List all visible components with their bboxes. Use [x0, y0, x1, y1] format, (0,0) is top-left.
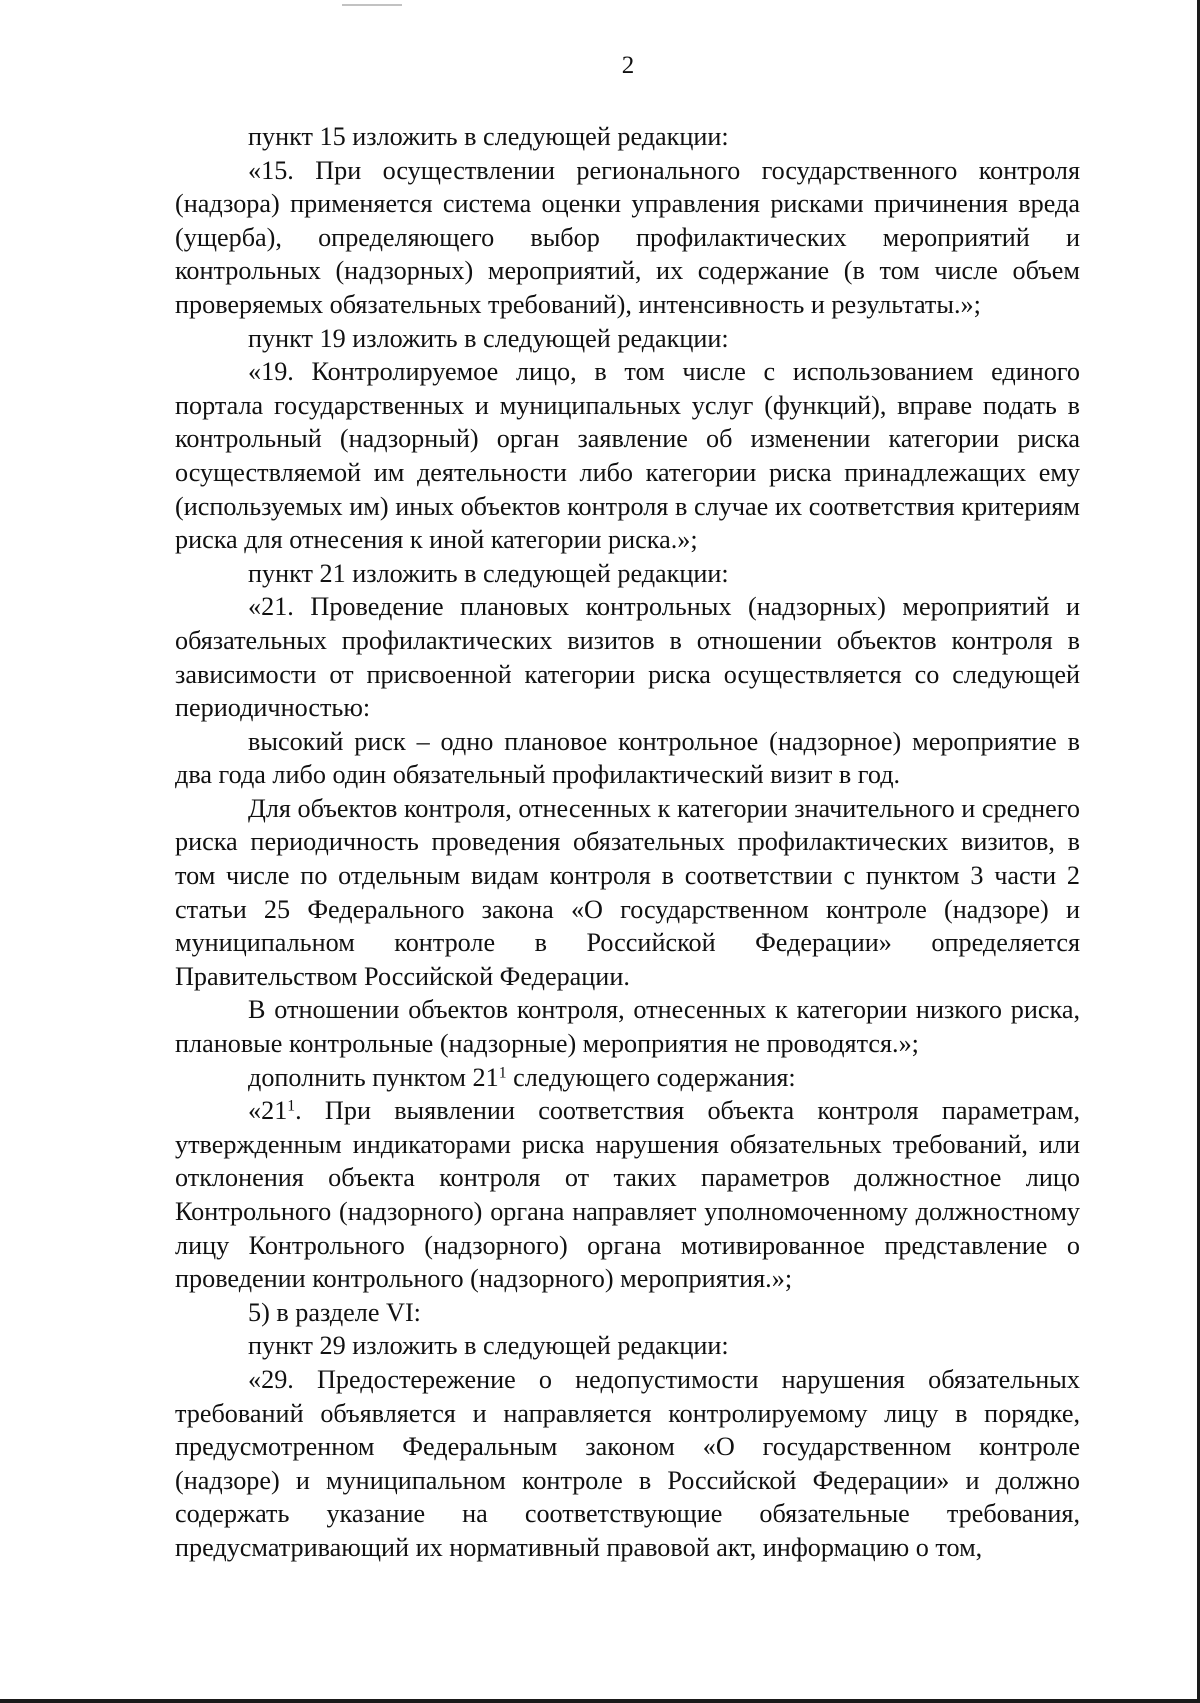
paragraph-text-part: «21	[248, 1096, 288, 1126]
paragraph-item-15-text: «15. При осуществлении регионального государственного контроля (надзора) применяется система оценки управления рисками причинения вреда (ущерба), определяющего выбор профилактических мероприятий и контрольных (надзорных) мероприятий, их содержание (в том числе объем проверяемых обязательных требований), интенсивность и результаты.»;	[175, 155, 1080, 319]
paragraph-item-21-intro: пункт 21 изложить в следующей редакции:	[248, 558, 729, 588]
paragraph-item-29-intro: пункт 29 изложить в следующей редакции:	[248, 1331, 729, 1361]
scan-artifact	[342, 4, 402, 6]
paragraph-item-19-intro: пункт 19 изложить в следующей редакции:	[248, 323, 729, 353]
paragraph-text-part: следующего содержания:	[506, 1062, 796, 1092]
paragraph-section-vi: 5) в разделе VI:	[248, 1297, 421, 1327]
paragraph-item-29-text: «29. Предостережение о недопустимости нарушения обязательных требований объявляется и направляется контролируемому лицу в порядке, предусмотренном Федеральным законом «О государственном контроле (надзоре) и муниципальном контроле в Российской Федерации» и должно содержать указание на соответствующие обязательные требования, предусматривающий их нормативный правовой акт, информацию о том,	[175, 1364, 1080, 1562]
superscript-index: 1	[287, 1097, 296, 1115]
paragraph-item-21-text: «21. Проведение плановых контрольных (надзорных) мероприятий и обязательных профилактических визитов в отношении объектов контроля в зависимости от присвоенной категории риска осуществляется со следующей периодичностью:	[175, 592, 1080, 723]
paragraph-low-risk: В отношении объектов контроля, отнесенных к категории низкого риска, плановые контрольные (надзорные) мероприятия не проводятся.»;	[175, 995, 1080, 1059]
scan-edge-bottom	[0, 1699, 1200, 1703]
paragraph-item-21-1-text	[175, 1094, 1080, 1296]
document-body	[175, 120, 1080, 1565]
paragraph-text-part: дополнить пунктом 21	[248, 1062, 499, 1092]
paragraph-significant-medium-risk: Для объектов контроля, отнесенных к категории значительного и среднего риска периодичность проведения обязательных профилактических визитов, в том числе по отдельным видам контроля в соответствии с пунктом 3 части 2 статьи 25 Федерального закона «О государственном контроле (надзоре) и муниципальном контроле в Российской Федерации» определяется Правительством Российской Федерации.	[175, 793, 1080, 991]
paragraph-item-21-1-intro	[175, 1061, 1080, 1095]
paragraph-high-risk: высокий риск – одно плановое контрольное (надзорное) мероприятие в два года либо один обязательный профилактический визит в год.	[175, 726, 1080, 790]
paragraph-item-15-intro: пункт 15 изложить в следующей редакции:	[248, 122, 729, 151]
paragraph-text-part: . При выявлении соответствия объекта контроля параметрам, утвержденным индикаторами риска нарушения обязательных требований, или отклонения объекта контроля от таких параметров должностное лицо Контрольного (надзорного) органа направляет уполномоченному должностному лицу Контрольного (надзорного) органа мотивированное представление о проведении контрольного (надзорного) мероприятия.»;	[175, 1096, 1080, 1294]
page-number: 2	[621, 52, 635, 79]
superscript-index: 1	[498, 1063, 507, 1081]
paragraph-item-19-text: «19. Контролируемое лицо, в том числе с использованием единого портала государственных и муниципальных услуг (функций), вправе подать в контрольный (надзорный) орган заявление об изменении категории риска осуществляемой им деятельности либо категории риска принадлежащих ему (используемых им) иных объектов контроля в случае их соответствия критериям риска для отнесения к иной категории риска.»;	[175, 357, 1080, 555]
